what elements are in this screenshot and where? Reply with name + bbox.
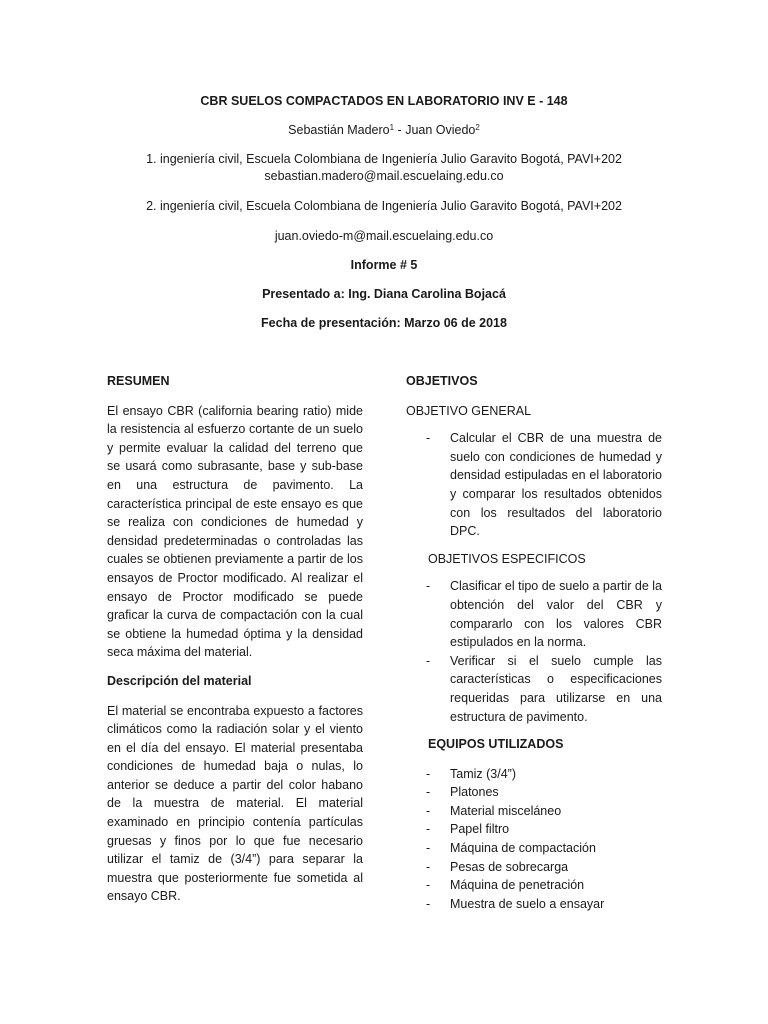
affiliation-1: 1. ingeniería civil, Escuela Colombiana de Ingeniería Julio Garavito Bogotá, PAVI+202 xyxy=(146,152,622,166)
list-item: - Calcular el CBR de una muestra de suelo con condiciones de humedad y densidad estipuladas en el laboratorio y comparar los resultados obtenidos con los resultados del laboratorio DPC. xyxy=(426,431,662,539)
author-separator: - xyxy=(394,123,406,137)
author-2-sup: 2 xyxy=(475,123,480,132)
material-text: El material se encontraba expuesto a factores climáticos como la radiación solar y el viento en el día del ensayo. El material presentaba condiciones de humedad baja o nulas, lo anterior se deduce a partir del color habano de la muestra de material. El material examinado en principio contenía partículas gruesas y finos por lo que fue necesario utilizar el tamiz de (3/4”) para separar la muestra que posteriormente fue sometida al ensayo CBR. xyxy=(107,703,363,904)
list-item: - Muestra de suelo a ensayar xyxy=(426,896,605,911)
list-item: - Tamiz (3/4”) xyxy=(426,766,516,781)
equipos-list xyxy=(406,765,662,914)
email-1: sebastian.madero@mail.escuelaing.edu.co xyxy=(264,169,504,183)
right-column xyxy=(406,372,662,913)
objetivos-especificos-title: OBJETIVOS ESPECIFICOS xyxy=(428,551,586,566)
objetivos-especificos-list xyxy=(406,577,662,726)
email-2: juan.oviedo-m@mail.escuelaing.edu.co xyxy=(274,229,494,243)
list-item: - Verificar si el suelo cumple las características o especificaciones requeridas para utilizarse en una estructura de pavimento. xyxy=(426,653,662,724)
author-1-sup: 1 xyxy=(389,123,395,132)
author-2: Juan Oviedo xyxy=(405,123,476,137)
list-item: - Máquina de compactación xyxy=(426,841,596,856)
left-column xyxy=(107,372,363,906)
equipos-title: EQUIPOS UTILIZADOS xyxy=(428,737,564,752)
affiliation-2: 2. ingeniería civil, Escuela Colombiana de Ingeniería Julio Garavito Bogotá, PAVI+202 xyxy=(146,199,622,213)
list-item: - Platones xyxy=(426,785,499,800)
objetivos-title: OBJETIVOS xyxy=(406,374,478,388)
list-item: - Clasificar el tipo de suelo a partir de la obtención del valor del CBR y compararlo con los valores CBR estipulados en la norma. xyxy=(426,579,662,650)
objetivo-general-list xyxy=(406,429,662,541)
list-item: - Pesas de sobrecarga xyxy=(426,859,569,874)
presentation-date: Fecha de presentación: Marzo 06 de 2018 xyxy=(261,316,507,330)
paper-title: CBR SUELOS COMPACTADOS EN LABORATORIO INV E - 148 xyxy=(200,94,568,108)
list-item: - Máquina de penetración xyxy=(426,878,585,893)
report-number: Informe # 5 xyxy=(350,258,418,272)
presented-to: Presentado a: Ing. Diana Carolina Bojacá xyxy=(262,287,506,301)
objetivo-general-title: OBJETIVO GENERAL xyxy=(406,403,532,418)
list-item: - Papel filtro xyxy=(426,822,510,837)
authors-line xyxy=(0,121,768,139)
resumen-title: RESUMEN xyxy=(107,374,170,388)
material-title: Descripción del material xyxy=(107,673,252,688)
resumen-text: El ensayo CBR (california bearing ratio) mide la resistencia al esfuerzo cortante de un suelo y permite evaluar la calidad del terreno que se usará como subrasante, base y sub-base en una estructura de pavimento. La característica principal de este ensayo es que se realiza con condiciones de humedad y densidad predeterminadas o controladas las cuales se obtienen previamente a partir de los ensayos de Proctor modificado. Al realizar el ensayo de Proctor modificado se puede graficar la curva de compactación con la cual se obtiene la humedad óptima y la densidad seca máxima del material. xyxy=(107,403,363,660)
list-item: - Material misceláneo xyxy=(426,803,562,818)
author-1: Sebastián Madero xyxy=(288,123,390,137)
